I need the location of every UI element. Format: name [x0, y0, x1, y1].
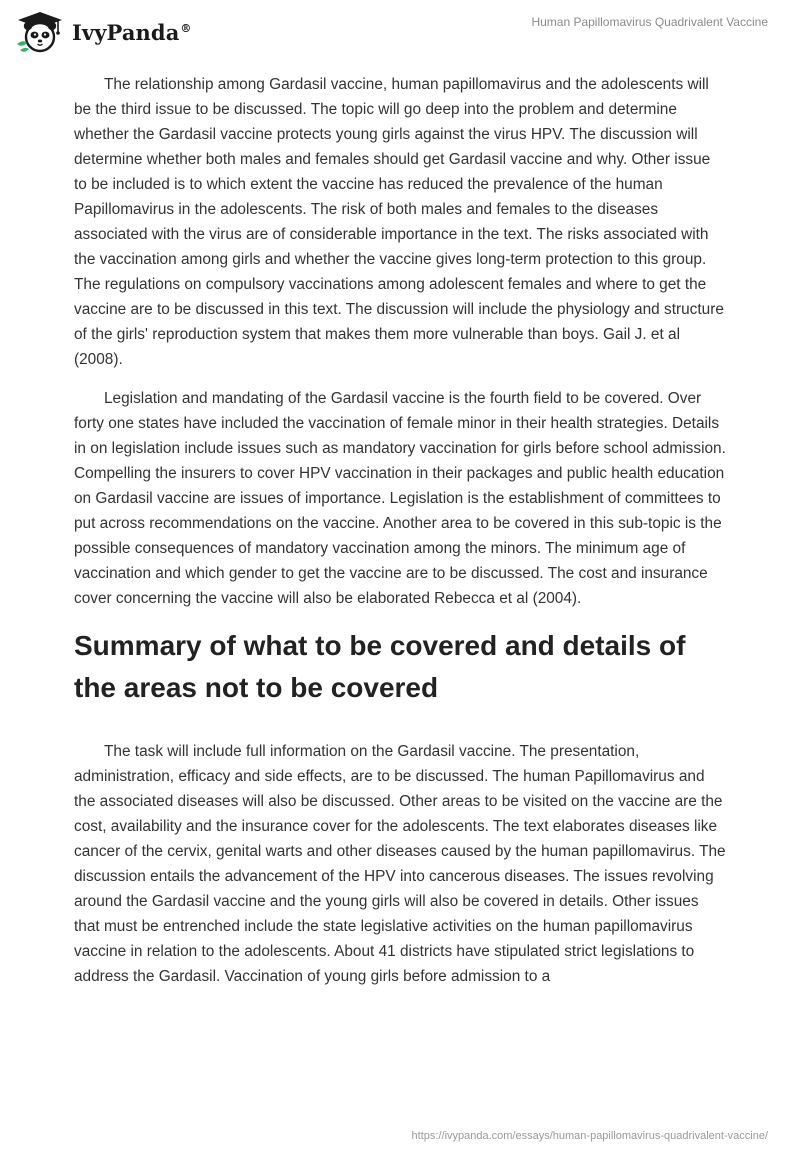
registered-mark: ®	[180, 21, 192, 35]
page-header	[0, 0, 800, 60]
panda-graduation-cap-icon	[14, 10, 66, 54]
logo-wordmark: IvyPanda®	[72, 19, 192, 45]
essay-content	[74, 72, 726, 1003]
body-paragraph: Legislation and mandating of the Gardasil vaccine is the fourth field to be covered. Over forty one states have included the vaccination of female minor in their health strategies. Details in on legislation include issues such as mandatory vaccination for girls before school admission. Compelling the insurers to cover HPV vaccination in their packages and public health education on Gardasil vaccine are issues of importance. Legislation is the establishment of committees to put across recommendations on the vaccine. Another area to be covered in this sub-topic is the possible consequences of mandatory vaccination among the minors. The minimum age of vaccination and which gender to get the vaccine are to be discussed. The cost and insurance cover concerning the vaccine will also be elaborated Rebecca et al (2004).	[74, 390, 726, 607]
ivypanda-logo[interactable]	[14, 8, 192, 56]
body-paragraph: The relationship among Gardasil vaccine, human papillomavirus and the adolescents will be the third issue to be discussed. The topic will go deep into the problem and determine whether the Gardasil vaccine protects young girls against the virus HPV. The discussion will determine whether both males and females should get Gardasil vaccine and why. Other issue to be included is to which extent the vaccine has reduced the prevalence of the human Papillomavirus in the adolescents. The risk of both males and females to the diseases associated with the virus are of considerable importance in the text. The risks associated with the vaccination among girls and whether the vaccine gives long-term protection to this group. The regulations on compulsory vaccinations among adolescent females and where to get the vaccine are to be discussed in this text. The discussion will include the physiology and structure of the girls' reproduction system that makes them more vulnerable than boys. Gail J. et al (2008).	[74, 76, 724, 368]
body-paragraph: The task will include full information on the Gardasil vaccine. The presentation, administration, efficacy and side effects, are to be discussed. The human Papillomavirus and the associated diseases will also be discussed. Other areas to be visited on the vaccine are the cost, availability and the insurance cover for the adolescents. The text elaborates diseases like cancer of the cervix, genital warts and other diseases caused by the human papillomavirus. The discussion entails the advancement of the HPV into cancerous diseases. The issues revolving around the Gardasil vaccine and the young girls will also be covered in details. Other issues that must be entrenched include the state legislative activities on the human papillomavirus vaccine in relation to the adolescents. About 41 districts have stipulated strict legislations to address the Gardasil. Vaccination of young girls before admission to a	[74, 743, 726, 985]
document-title: Human Papillomavirus Quadrivalent Vaccine	[531, 15, 768, 29]
source-url[interactable]: https://ivypanda.com/essays/human-papillomavirus-quadrivalent-vaccine/	[411, 1130, 768, 1142]
section-heading: Summary of what to be covered and details of the areas not to be covered	[74, 630, 686, 703]
